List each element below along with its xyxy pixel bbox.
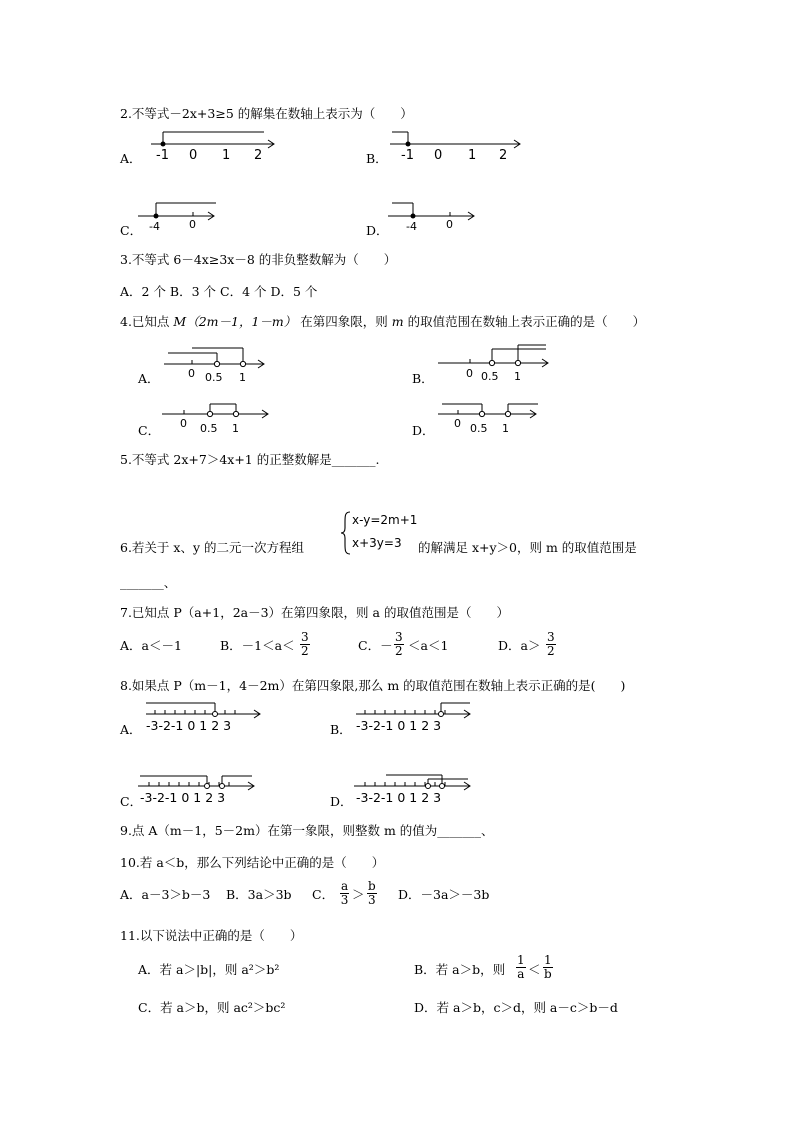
q2-option-a-label[interactable]: A． [120,151,142,166]
q4-stem-e: 的取值范围在数轴上表示正确的是（ ） [407,314,646,329]
q3-stem: 3.不等式 6－4x≥3x－8 的非负整数解为（ ） [120,252,397,267]
q8-option-c-label[interactable]: C． [120,794,143,809]
q2-option-d-label[interactable]: D． [366,223,389,238]
q7-option-c-tail: ＜a＜1 [408,638,449,653]
q7-option-b-fraction: $\frac{3}{2}$ [301,630,309,658]
q4d-tick-2: 0.5 [470,422,488,435]
q4c-tick-3: 1 [232,422,239,435]
q7-option-c-fraction: $\frac{3}{2}$ [395,630,403,658]
q2-option-b-label[interactable]: B． [366,151,388,166]
q7-stem: 7.已知点 P（a+1，2a－3）在第四象限，则 a 的取值范围是（ ） [120,605,509,620]
q6-eq2: x+3y=3 [352,536,402,550]
q2-numberline-b [386,126,526,166]
q4-numberline-b [436,342,556,382]
q10-option-c[interactable]: C． [312,887,335,902]
q4-stem-a: 4.已知点 [120,314,170,329]
q8d-ticks: -3-2-1 0 1 2 3 [356,790,442,805]
q4a-tick-3: 1 [239,371,246,384]
q8-numberline-b [352,700,477,736]
q4b-tick-1: 0 [466,367,473,380]
q11-stem: 11.以下说法中正确的是（ ） [120,928,303,943]
q2c-tick-2: 0 [189,218,196,231]
q2a-tick-1: -1 [156,148,169,163]
q11-option-c[interactable]: C．若 a＞b，则 ac²＞bc² [138,1000,286,1015]
q2-numberline-c [136,198,226,238]
q2b-tick-4: 2 [499,148,508,163]
q2b-tick-1: -1 [401,148,414,163]
q9-stem: 9.点 A（m－1，5－2m）在第一象限，则整数 m 的值为_______、 [120,823,494,838]
q10-option-c-right-fraction: $\frac{b}{3}$ [368,879,376,907]
q4b-tick-3: 1 [514,370,521,382]
q11-option-b-right-fraction: $\frac{1}{b}$ [543,953,552,981]
q4c-tick-1: 0 [180,417,187,430]
q2-numberline-a [146,126,286,166]
q2-stem: 2.不等式－2x+3≥5 的解集在数轴上表示为（ ） [120,106,413,121]
q2d-tick-1: -4 [406,220,417,233]
q8-option-d-label[interactable]: D． [330,794,353,809]
q4-stem [120,314,645,330]
q2-numberline-d [386,198,481,238]
q4-option-a-label[interactable]: A． [138,371,160,386]
q6-stem: 6.若关于 x、y 的二元一次方程组 [120,540,304,555]
q4a-tick-2: 0.5 [205,371,223,384]
q7-option-d-fraction: $\frac{3}{2}$ [547,630,555,658]
q7-option-b[interactable]: B．－1＜a＜ [220,638,295,653]
q4-numberline-d [436,398,546,438]
q8-numberline-d [352,772,477,808]
q3-options[interactable]: A．2 个 B．3 个 C．4 个 D．5 个 [120,284,318,299]
q4c-tick-2: 0.5 [200,422,218,435]
q6-eq1: x-y=2m+1 [352,513,418,527]
q4-option-c-label[interactable]: C． [138,423,161,438]
q4d-tick-1: 0 [454,417,461,430]
q10-option-a[interactable]: A．a－3＞b－3 [120,887,211,902]
q10-option-d[interactable]: D．－3a＞－3b [398,887,490,902]
q2b-tick-2: 0 [434,148,443,163]
q4-stem-m: m [391,314,404,329]
q11-option-a[interactable]: A．若 a＞|b|，则 a²＞b² [138,962,280,977]
q11-option-b-left-fraction: $\frac{1}{a}$ [517,953,525,981]
q8-numberline-c [136,772,261,808]
q7-option-d[interactable]: D．a＞ [498,638,541,653]
q2a-tick-4: 2 [254,148,263,163]
q2-option-c-label[interactable]: C． [120,223,143,238]
q11-option-d[interactable]: D．若 a＞b，c＞d，则 a－c＞b－d [414,1000,618,1015]
q8-numberline-a [142,700,267,736]
q10-option-c-gt: ＞ [352,887,365,902]
q8a-ticks: -3-2-1 0 1 2 3 [146,718,232,733]
q11-option-b-lt: ＜ [528,962,541,977]
q4-stem-point: M（2m－1，1－m） [173,314,297,329]
q10-option-c-left-fraction: $\frac{a}{3}$ [340,879,349,907]
q2a-tick-2: 0 [189,148,198,163]
q5-stem: 5.不等式 2x+7＞4x+1 的正整数解是_______. [120,452,380,467]
q4a-tick-1: 0 [188,367,195,380]
q10-option-b[interactable]: B．3a＞3b [226,887,292,902]
q4-option-d-label[interactable]: D． [412,423,435,438]
q6-brace [340,510,352,556]
q8-stem: 8.如果点 P（m－1，4－2m）在第四象限,那么 m 的取值范围在数轴上表示正确的是( ) [120,678,626,693]
q7-option-a[interactable]: A．a＜－1 [120,638,182,653]
q2d-tick-2: 0 [446,218,453,231]
q8b-ticks: -3-2-1 0 1 2 3 [356,718,442,733]
q4b-tick-2: 0.5 [481,370,499,382]
q4-numberline-c [160,398,275,438]
q2c-tick-1: -4 [149,220,160,233]
q8c-ticks: -3-2-1 0 1 2 3 [140,790,226,805]
q2a-tick-3: 1 [222,148,231,163]
q4d-tick-3: 1 [502,422,509,435]
q7-option-c[interactable]: C．－ [358,638,393,653]
q6-tail: 的解满足 x+y＞0，则 m 的取值范围是 [418,540,637,555]
q8-option-a-label[interactable]: A． [120,722,142,737]
q4-stem-c: 在第四象限，则 [300,314,388,329]
q10-stem: 10.若 a＜b，那么下列结论中正确的是（ ） [120,855,385,870]
q6-blank[interactable]: _______、 [120,575,177,590]
q11-option-b[interactable]: B．若 a＞b，则 [414,962,506,977]
q8-option-b-label[interactable]: B． [330,722,352,737]
q4-numberline-a [160,344,275,384]
q2b-tick-3: 1 [468,148,477,163]
q4-option-b-label[interactable]: B． [412,371,434,386]
